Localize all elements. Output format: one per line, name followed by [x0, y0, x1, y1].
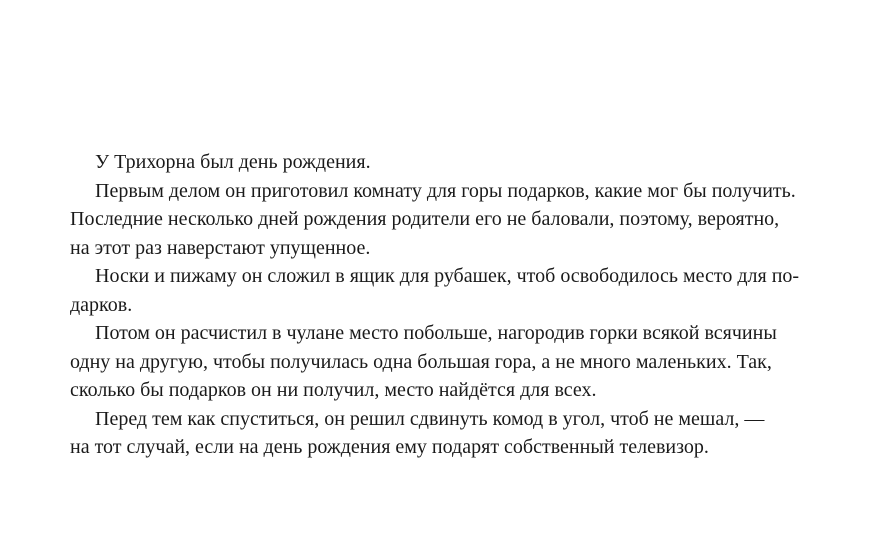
- paragraph-line: на этот раз наверстают упущенное.: [70, 236, 371, 259]
- paragraph-line: Перед тем как спуститься, он решил сдвинуть комод в угол, чтоб не мешал, —: [95, 407, 765, 430]
- paragraph-line: на тот случай, если на день рождения ему подарят собственный телевизор.: [70, 436, 709, 458]
- paragraph-line: одну на другую, чтобы получилась одна большая гора, а не много маленьких. Так,: [70, 350, 772, 373]
- paragraph-line: сколько бы подарков он ни получил, место найдётся для всех.: [70, 379, 597, 401]
- paragraph-line: У Трихорна был день рождения.: [95, 151, 371, 173]
- body-text: [70, 148, 840, 462]
- paragraph-line: Последние несколько дней рождения родители его не баловали, поэтому, вероятно,: [70, 208, 780, 230]
- paragraph-line: Первым делом он приготовил комнату для горы подарков, какие мог бы получить.: [95, 179, 796, 202]
- paragraph-line: Носки и пижаму он сложил в ящик для рубашек, чтоб освободилось место для по-: [95, 265, 800, 287]
- paragraph-line: дарков.: [70, 293, 133, 316]
- paragraph-line: Потом он расчистил в чулане место побольше, нагородив горки всякой всячины: [95, 322, 777, 344]
